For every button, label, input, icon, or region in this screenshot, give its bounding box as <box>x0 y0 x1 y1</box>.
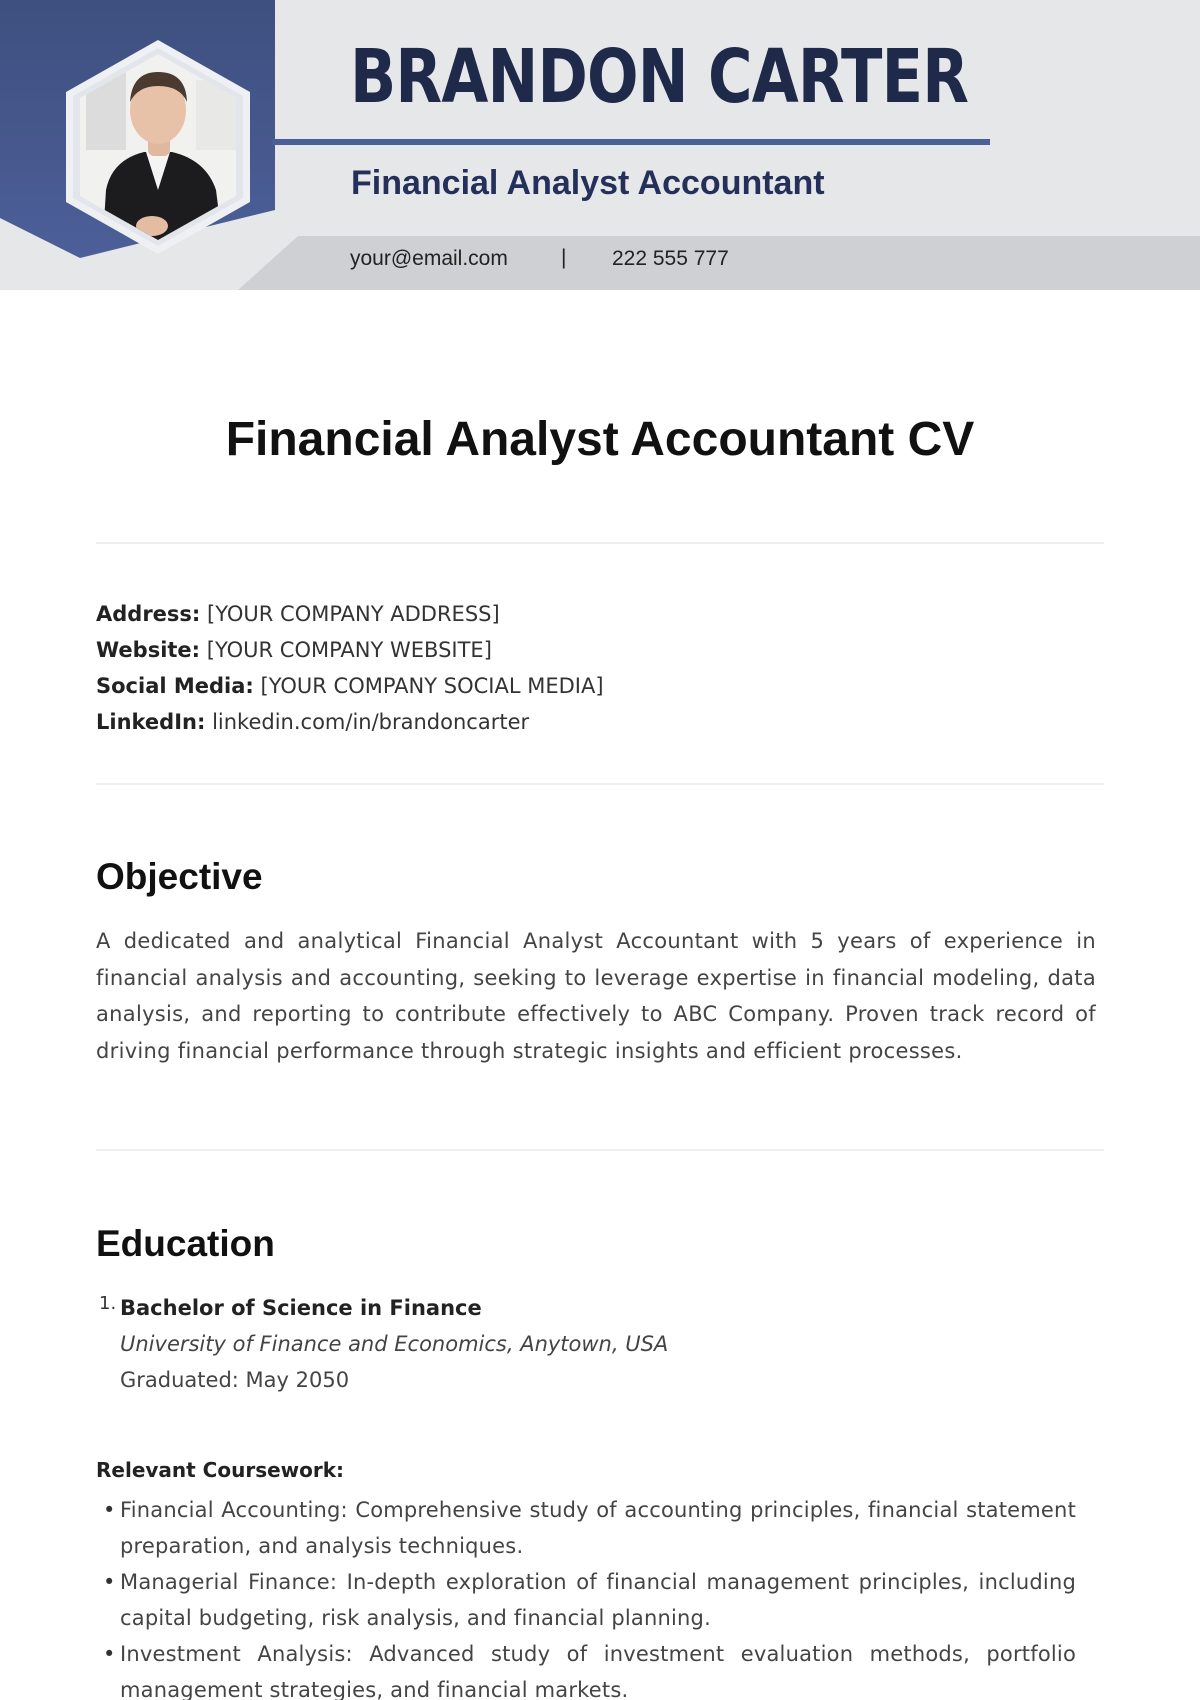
objective-text: A dedicated and analytical Financial Analyst Accountant with 5 years of experience in financial analysis and accounting, seeking to leverage expertise in financial modeling, data analysis, and reporting to contribute effectively to ABC Company. Proven track record of driving financial performance through strategic insights and efficient processes. <box>96 929 1096 1063</box>
contact-phone[interactable]: 222 555 777 <box>612 247 729 270</box>
coursework-list <box>96 1492 1076 1700</box>
info-value: [YOUR COMPANY ADDRESS] <box>207 602 500 626</box>
linkedin-link[interactable]: linkedin.com/in/brandoncarter <box>212 710 530 734</box>
list-number: 1. <box>99 1293 117 1314</box>
coursework-label: Relevant Coursework: <box>96 1458 345 1482</box>
info-value: [YOUR COMPANY WEBSITE] <box>206 638 492 662</box>
name-underline <box>272 139 990 145</box>
contact-email[interactable]: your@email.com <box>350 247 508 270</box>
info-value: [YOUR COMPANY SOCIAL MEDIA] <box>260 674 604 698</box>
bullet-icon: • <box>103 1498 116 1522</box>
info-address <box>96 596 1104 632</box>
info-label: Social Media: <box>96 674 254 698</box>
bullet-icon: • <box>103 1642 116 1666</box>
education-heading: Education <box>96 1223 275 1264</box>
job-title: Financial Analyst Accountant <box>351 164 825 202</box>
objective-heading: Objective <box>96 856 263 897</box>
profile-photo <box>66 40 250 254</box>
list-item <box>96 1564 1076 1636</box>
school: University of Finance and Economics, Anytown, USA <box>120 1332 669 1356</box>
resume-header <box>0 0 1200 290</box>
info-label: Website: <box>96 638 201 662</box>
degree: Bachelor of Science in Finance <box>120 1296 482 1320</box>
list-item <box>96 1636 1076 1700</box>
course-text: Investment Analysis: Advanced study of investment evaluation methods, portfolio management strategies, and financial markets. <box>120 1642 1076 1700</box>
info-social-media <box>96 668 1104 704</box>
course-text: Financial Accounting: Comprehensive study of accounting principles, financial statement preparation, and analysis techniques. <box>120 1498 1076 1558</box>
bullet-icon: • <box>103 1570 116 1594</box>
divider <box>96 783 1104 785</box>
contact-info-block <box>96 596 1104 740</box>
candidate-name: BRANDON CARTER <box>350 34 969 120</box>
info-label: LinkedIn: <box>96 710 206 734</box>
document-title: Financial Analyst Accountant CV <box>225 413 975 466</box>
info-label: Address: <box>96 602 201 626</box>
list-item <box>96 1492 1076 1564</box>
divider <box>96 1149 1104 1151</box>
info-website <box>96 632 1104 668</box>
graduation-date: Graduated: May 2050 <box>120 1368 350 1392</box>
education-entry <box>96 1290 1104 1398</box>
course-text: Managerial Finance: In-depth exploration of financial management principles, including capital budgeting, risk analysis, and financial planning. <box>120 1570 1076 1630</box>
divider <box>96 542 1104 544</box>
contact-separator: | <box>561 246 567 269</box>
info-linkedin <box>96 704 1104 740</box>
